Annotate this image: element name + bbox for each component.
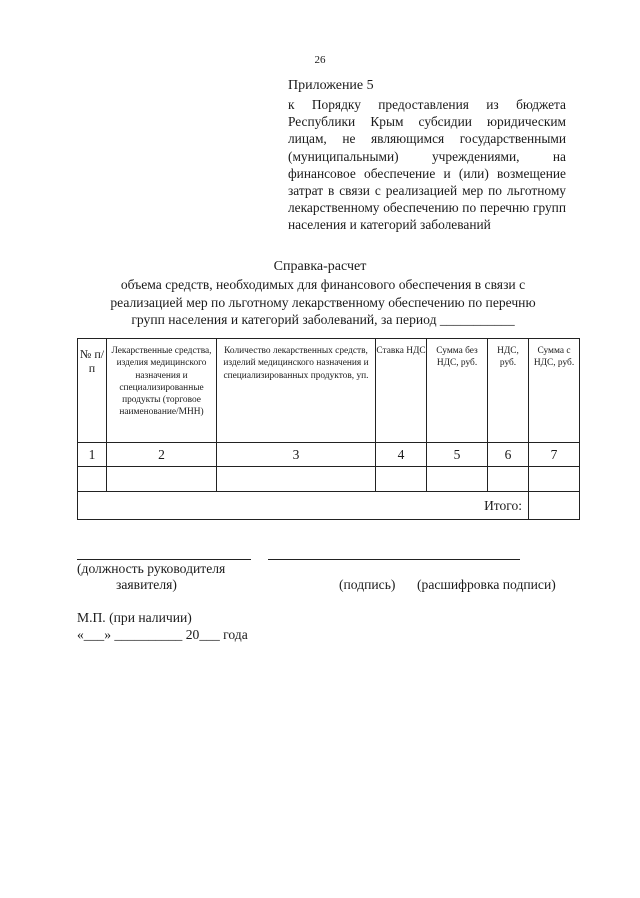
subtitle-line-3: групп населения и категорий заболеваний, за период ___________ (131, 312, 515, 327)
total-label: Итого: (78, 492, 529, 520)
column-number: 2 (107, 443, 217, 467)
table-cell (427, 467, 488, 492)
position-signature-line (77, 559, 251, 560)
header-sum-without-vat: Сумма без НДС, руб. (427, 339, 488, 443)
column-number: 3 (217, 443, 376, 467)
page-number: 26 (314, 54, 326, 66)
signature-label: (подпись) (339, 577, 396, 592)
position-label-line-1: (должность руководителя (77, 561, 226, 576)
appendix-title: Приложение 5 (288, 78, 374, 93)
column-number: 4 (376, 443, 427, 467)
table-cell (529, 467, 580, 492)
header-sum-with-vat: Сумма с НДС, руб. (529, 339, 580, 443)
document-title: Справка-расчет (273, 259, 367, 274)
total-row (78, 492, 580, 520)
decode-label: (расшифровка подписи) (417, 577, 556, 592)
column-number-row (78, 443, 580, 467)
column-number: 6 (488, 443, 529, 467)
table-cell (488, 467, 529, 492)
date-line: «___» __________ 20___ года (77, 627, 248, 642)
document-subtitle (86, 276, 560, 329)
header-quantity: Количество лекарственных средств, изделий медицинского назначения и специализированных продуктов, уп. (217, 339, 376, 443)
header-vat-rate: Ставка НДС (376, 339, 427, 443)
position-label-line-2: заявителя) (116, 577, 177, 592)
calculation-table (77, 338, 580, 520)
table-cell (107, 467, 217, 492)
stamp-label: М.П. (при наличии) (77, 610, 192, 625)
total-value-cell (529, 492, 580, 520)
header-vat: НДС, руб. (488, 339, 529, 443)
table-header-row (78, 339, 580, 443)
subtitle-line-2: реализацией мер по льготному лекарственному обеспечению по перечню (110, 294, 536, 310)
column-number: 5 (427, 443, 488, 467)
header-medicines: Лекарственные средства, изделия медицинского назначения и специализированные продукты (торговое наименование/МНН) (107, 339, 217, 443)
appendix-body: к Порядку предоставления из бюджета Республики Крым субсидии юридическим лицам, не являющимся государственными (муниципальными) учреждениями, на финансовое обеспечение и (или) возмещение затрат в связи с реализацией мер по льготному лекарственному обеспечению по перечню групп населения и категорий заболеваний (288, 97, 566, 233)
signature-decode-line (268, 559, 520, 560)
table-cell (217, 467, 376, 492)
empty-data-row (78, 467, 580, 492)
header-row-number: № п/п (78, 339, 107, 443)
subtitle-line-1: объема средств, необходимых для финансового обеспечения в связи с (120, 277, 526, 292)
table-cell (78, 467, 107, 492)
column-number: 1 (78, 443, 107, 467)
table-cell (376, 467, 427, 492)
column-number: 7 (529, 443, 580, 467)
